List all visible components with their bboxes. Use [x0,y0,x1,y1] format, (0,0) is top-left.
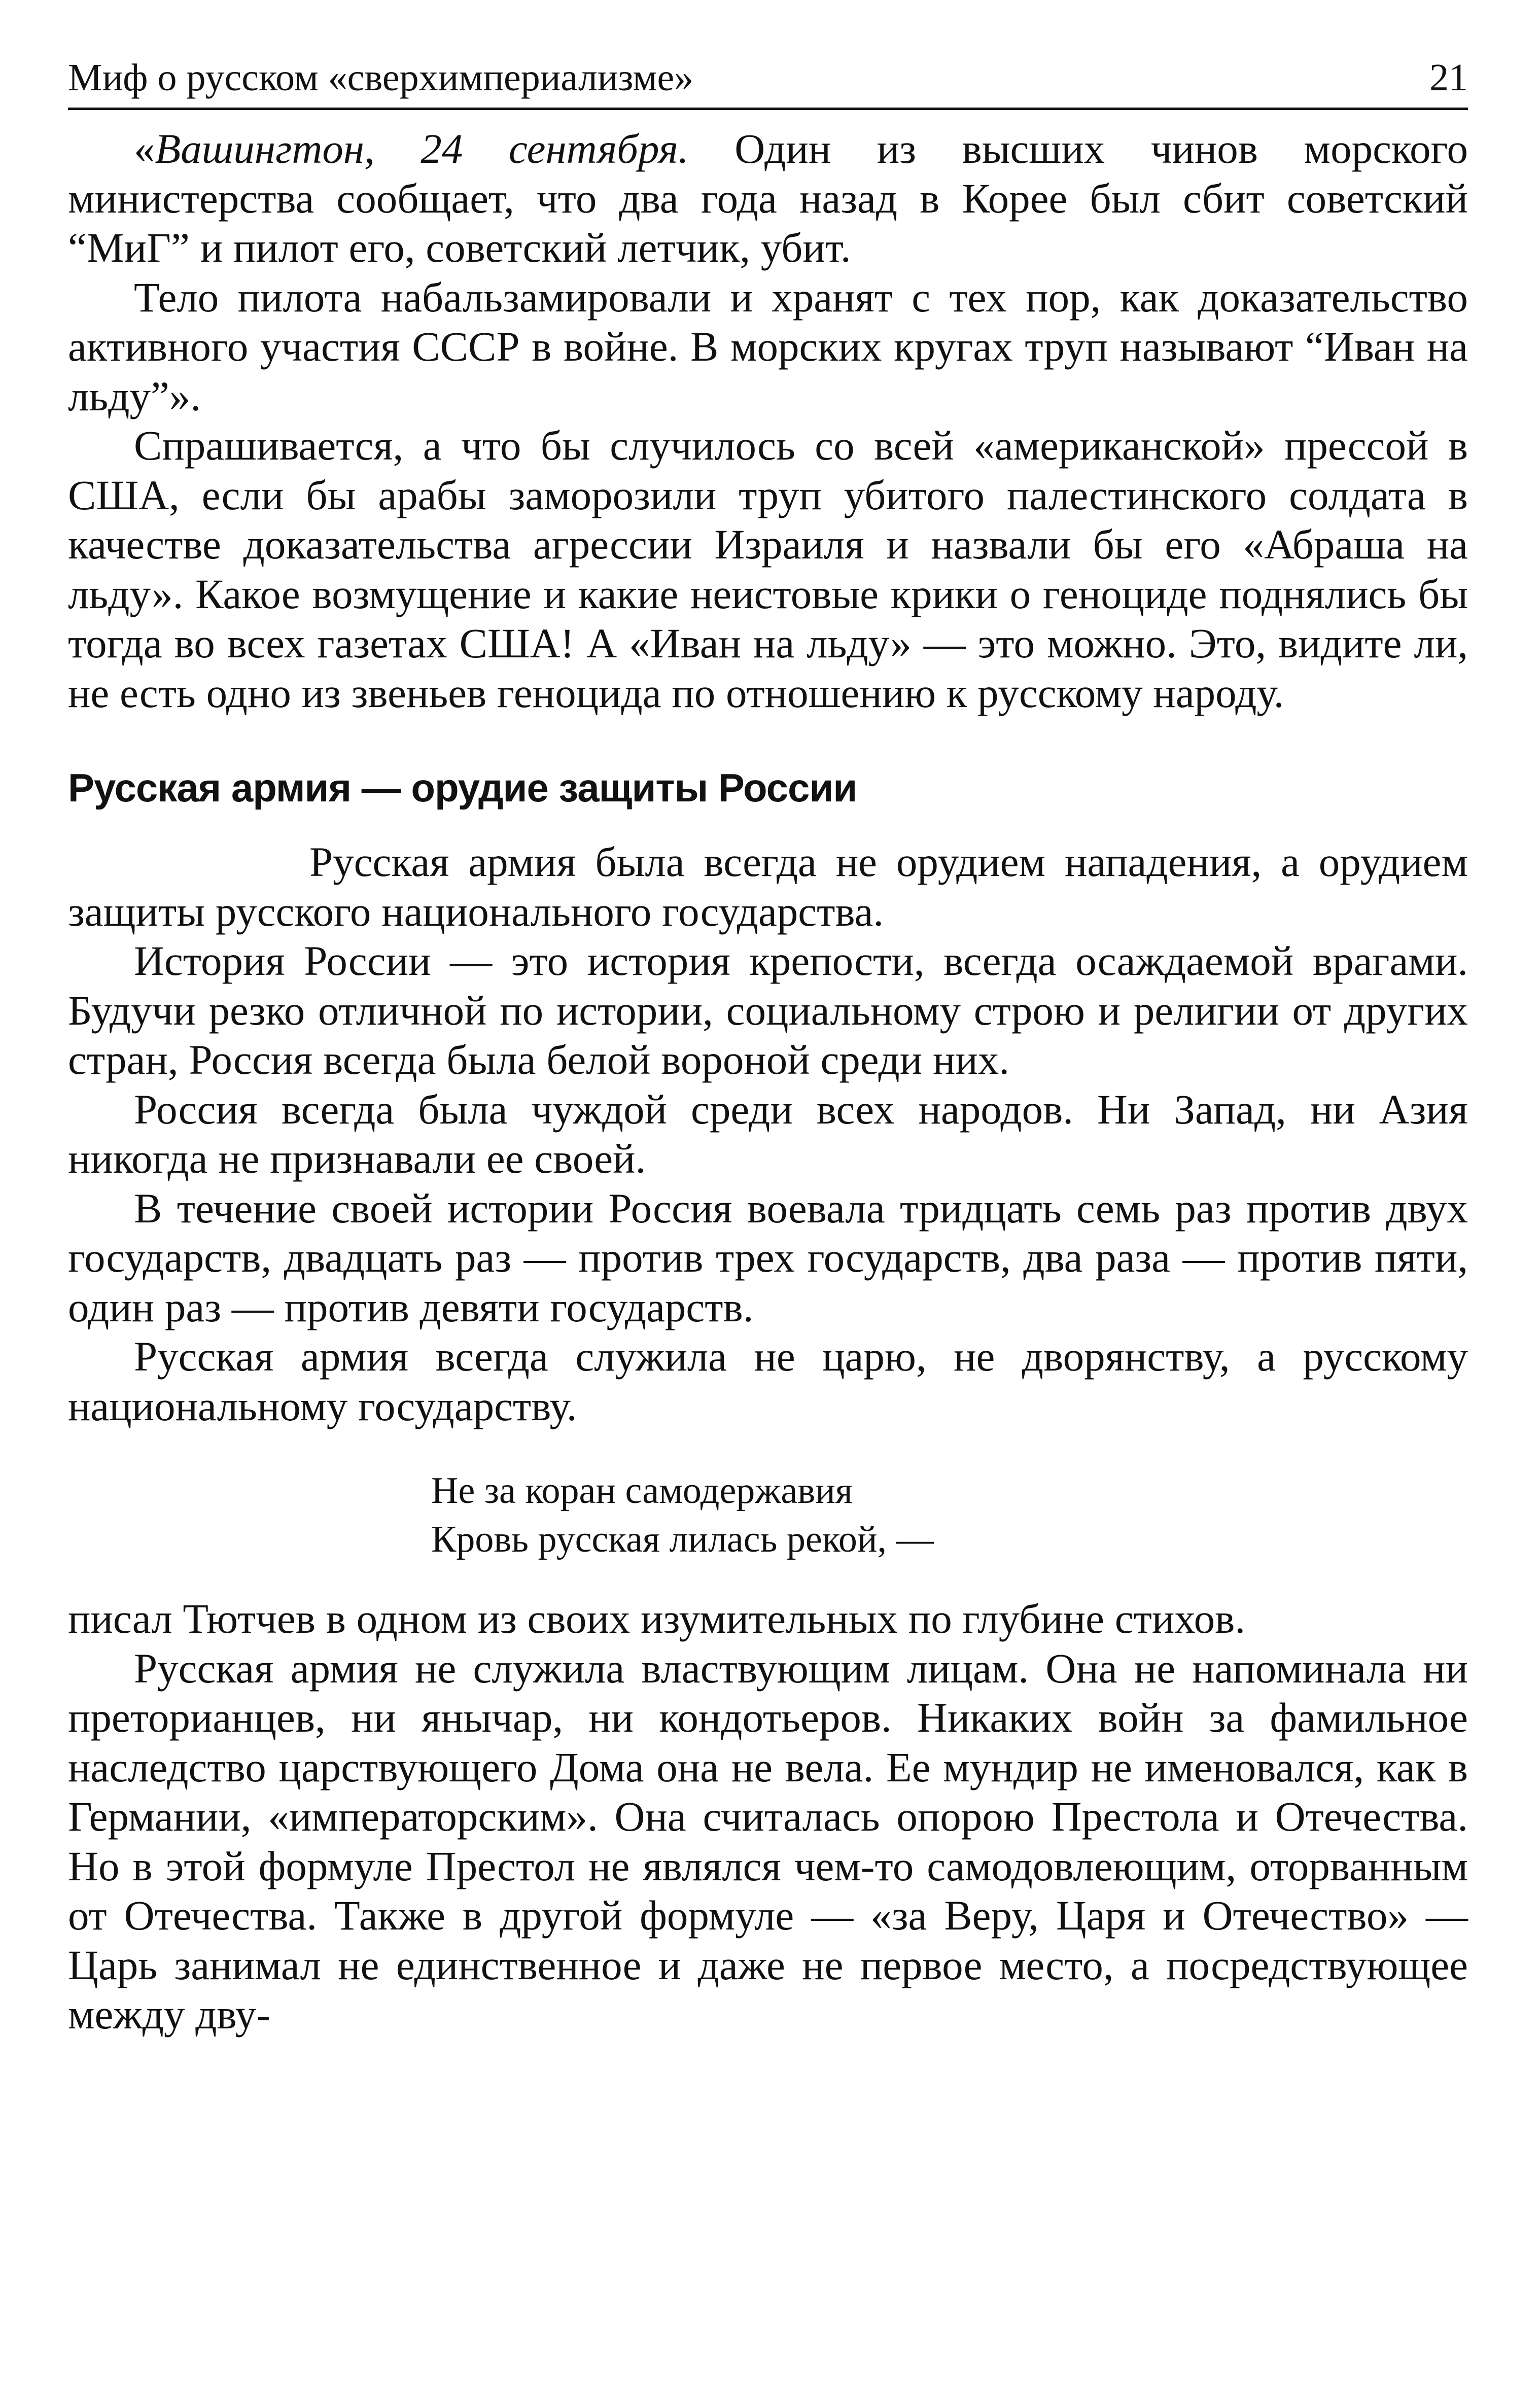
paragraph: Тело пилота набальзамировали и хранят с тех пор, как доказательство активного участия СССР в войне. В морских кругах труп называют “Иван на льду”». [68,273,1468,419]
page-number: 21 [1429,56,1468,99]
paragraph: В течение своей истории Россия воевала тридцать семь раз против двух государств, двадцать раз — против трех государств, два раза — против пяти, один раз — против девяти государств. [68,1184,1468,1330]
verse-quote [431,1466,1468,1564]
verse-line: Не за коран самодержавия [431,1470,853,1512]
main-text [68,124,1468,718]
section-text-continued [68,1594,1468,2040]
section-text [68,837,1468,1431]
news-quote-paragraph [68,124,1468,273]
quote-open-mark: « [134,125,155,172]
paragraph: Русская армия была всегда не орудием нападения, а орудием защиты русского национального государства. [68,838,1468,935]
paragraph: Спрашивается, а что бы случилось со всей «американской» прессой в США, если бы арабы заморозили труп убитого палестинского солдата в качестве доказательства агрессии Израиля и назвали бы его «Абраша на льду». Какое возмущение и какие неистовые крики о геноциде поднялись бы тогда во всех газетах США! А «Иван на льду» — это можно. Это, видите ли, не есть одно из звеньев геноцида по отношению к русскому народу. [68,422,1468,716]
paragraph: писал Тютчев в одном из своих изумительных по глубине стихов. [68,1595,1246,1642]
quote-dateline: Вашингтон, 24 сентября. [155,125,689,172]
book-page [68,46,1468,2040]
paragraph: Русская армия не служила властвующим лицам. Она не напоминала ни преторианцев, ни янычар, ни кондотьеров. Никаких войн за фамильное наследство царствующего Дома она не вела. Ее мундир не именовался, как в Германии, «императорским». Она считалась опорою Престола и Отечества. Но в этой формуле Престол не являлся чем-то самодовлеющим, оторванным от Отечества. Также в другой формуле — «за Веру, Царя и Отечество» — Царь занимал не единственное и даже не первое место, а посредствующее между дву- [68,1644,1468,2038]
paragraph: История России — это история крепости, всегда осаждаемой врагами. Будучи резко отличной по истории, социальному строю и религии от других стран, Россия всегда была белой вороной среди них. [68,937,1468,1083]
verse-line: Кровь русская лилась рекой, — [431,1519,934,1560]
paragraph: Русская армия всегда служила не царю, не дворянству, а русскому национальному государству. [68,1333,1468,1429]
section-heading: Русская армия — орудие защиты России [68,765,857,810]
running-header-title: Миф о русском «сверхимпериализме» [68,56,694,99]
running-header [68,46,1468,110]
quote-text: Один из высших чинов морского министерства сообщает, что два года назад в Корее был сбит советский “МиГ” и пилот его, советский летчик, убит. [68,125,1468,271]
paragraph: Россия всегда была чуждой среди всех народов. Ни Запад, ни Азия никогда не признавали ее своей. [68,1085,1468,1182]
